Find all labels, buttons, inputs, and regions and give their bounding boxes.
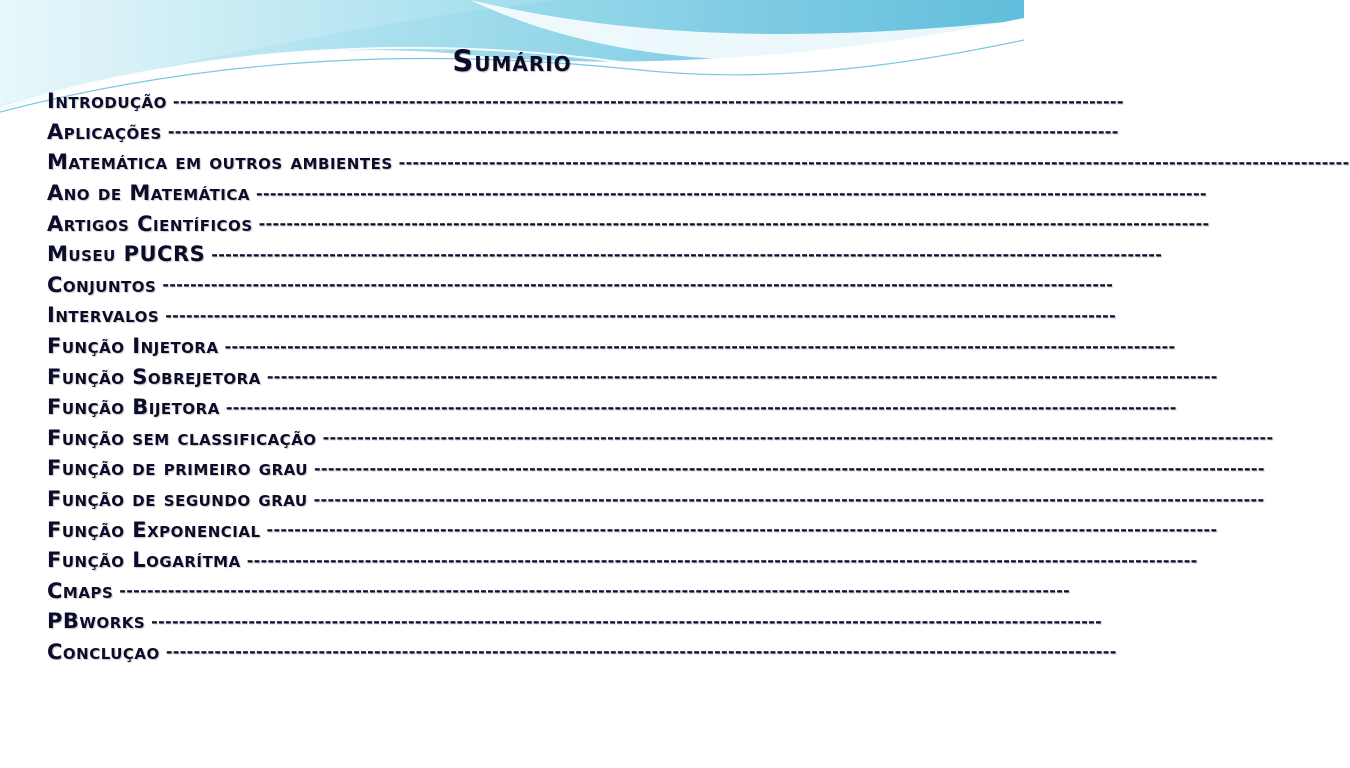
dotted-leader: ----------------------------------------------------------------------------------------------------------------------------------------- (258, 214, 1210, 234)
toc-item-label: Função de primeiro grau (47, 456, 308, 481)
toc-item-ano-de-matematica (47, 178, 1207, 209)
toc-item-funcao-sobrejetora (47, 361, 1218, 392)
toc-item-label: Artigos Científicos (47, 211, 253, 236)
toc-item-funcao-exponencial (47, 514, 1218, 545)
toc-item-artigos-cientificos (47, 208, 1210, 239)
toc-item-conjuntos (47, 270, 1114, 301)
toc-item-label: Função de segundo grau (47, 487, 308, 512)
toc-item-label: Museu PUCRS (47, 242, 206, 267)
toc-item-matematica-outros-ambientes (47, 147, 1350, 178)
toc-item-label: Concluçao (47, 639, 160, 664)
dotted-leader: ----------------------------------------------------------------------------------------------------------------------------------------- (162, 275, 1114, 295)
toc-item-label: Função Injetora (47, 334, 219, 359)
dotted-leader: ----------------------------------------------------------------------------------------------------------------------------------------- (256, 183, 1207, 203)
toc-item-funcao-segundo-grau (47, 484, 1265, 515)
dotted-leader: ----------------------------------------------------------------------------------------------------------------------------------------- (266, 520, 1218, 540)
toc-item-label: Aplicações (47, 119, 162, 144)
toc-item-label: Função Bijetora (47, 395, 220, 420)
dotted-leader: ----------------------------------------------------------------------------------------------------------------------------------------- (165, 305, 1117, 325)
slide-title: Sumário (452, 44, 572, 78)
dotted-leader: ----------------------------------------------------------------------------------------------------------------------------------------- (246, 550, 1198, 570)
toc-item-funcao-injetora (47, 331, 1176, 362)
toc-item-label: Matemática em outros ambientes (47, 150, 393, 175)
dotted-leader: ----------------------------------------------------------------------------------------------------------------------------------------- (151, 611, 1103, 631)
toc-item-aplicacoes (47, 117, 1119, 148)
toc-item-label: Função sem classificação (47, 425, 317, 450)
toc-item-funcao-sem-classificacao (47, 423, 1274, 454)
toc-item-label: Função Exponencial (47, 517, 261, 542)
toc-item-label: Função Sobrejetora (47, 364, 261, 389)
toc-item-label: Função Logarítma (47, 548, 241, 573)
toc-item-introducao (47, 86, 1124, 117)
toc-item-funcao-logaritma (47, 545, 1198, 576)
toc-item-label: Intervalos (47, 303, 160, 328)
dotted-leader: ----------------------------------------------------------------------------------------------------------------------------------------- (167, 122, 1119, 142)
toc-item-label: Ano de Matemática (47, 181, 250, 206)
toc-item-label: Cmaps (47, 578, 114, 603)
toc-item-label: Introdução (47, 89, 167, 114)
toc-item-funcao-bijetora (47, 392, 1177, 423)
toc-item-cmaps (47, 576, 1071, 607)
dotted-leader: ----------------------------------------------------------------------------------------------------------------------------------------- (322, 428, 1274, 448)
table-of-contents (47, 86, 1350, 667)
toc-item-funcao-primeiro-grau (47, 453, 1265, 484)
dotted-leader: ----------------------------------------------------------------------------------------------------------------------------------------- (313, 489, 1265, 509)
toc-item-museu-pucrs (47, 239, 1163, 270)
dotted-leader: ----------------------------------------------------------------------------------------------------------------------------------------- (398, 152, 1350, 172)
toc-item-intervalos (47, 300, 1117, 331)
toc-item-label: Conjuntos (47, 272, 157, 297)
dotted-leader: ----------------------------------------------------------------------------------------------------------------------------------------- (225, 397, 1177, 417)
dotted-leader: ----------------------------------------------------------------------------------------------------------------------------------------- (266, 367, 1218, 387)
toc-item-pbworks (47, 606, 1103, 637)
dotted-leader: ----------------------------------------------------------------------------------------------------------------------------------------- (119, 581, 1071, 601)
dotted-leader: ----------------------------------------------------------------------------------------------------------------------------------------- (224, 336, 1176, 356)
dotted-leader: ----------------------------------------------------------------------------------------------------------------------------------------- (172, 91, 1124, 111)
dotted-leader: ----------------------------------------------------------------------------------------------------------------------------------------- (211, 244, 1163, 264)
dotted-leader: ----------------------------------------------------------------------------------------------------------------------------------------- (165, 642, 1117, 662)
toc-item-label: PBworks (47, 609, 146, 634)
toc-item-conclucao (47, 637, 1117, 668)
dotted-leader: ----------------------------------------------------------------------------------------------------------------------------------------- (313, 458, 1265, 478)
